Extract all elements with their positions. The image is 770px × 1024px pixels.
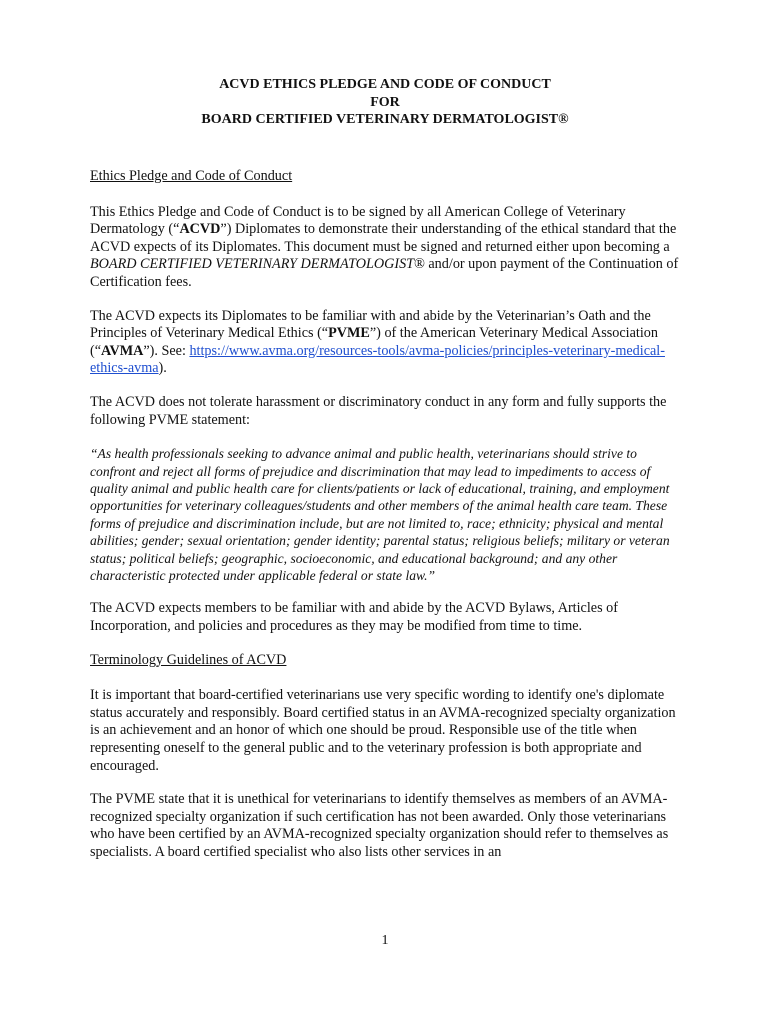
text-run: ® and/or upon payment of the Continuation of Certification fees.: [90, 256, 679, 290]
title-line-2: FOR: [370, 94, 400, 110]
text-run: The ACVD expects its Diplomates to be familiar with and abide by the Veterinarian’s Oath and the Principles of Veterinary Medical Ethics (“: [90, 307, 651, 342]
text-run: ).: [158, 360, 167, 377]
section-heading-terminology: Terminology Guidelines of ACVD: [90, 651, 287, 668]
paragraph-terminology-1: It is important that board-certified veterinarians use very specific wording to identify one's diplomate status accurately and responsibly. Board certified status in an AVMA-recognized specialty organization is an achievement and an honor of which one should be proud. Responsible use of the title when representing oneself to the general public and to the veterinary profession is both appropriate and encouraged.: [90, 687, 676, 774]
document-title: [0, 76, 770, 129]
acvd-abbrev: ACVD: [179, 221, 221, 238]
text-run: ”). See:: [143, 342, 190, 359]
pvme-abbrev: PVME: [328, 325, 370, 342]
pvme-quote: “As health professionals seeking to advance animal and public health, veterinarians should strive to confront and reject all forms of prejudice and discrimination that may lead to impediments to access of quality animal and public health care for clients/patients or lack of educational, training, and employment opportunities for veterinary colleagues/students and other members of the animal health care team. These forms of prejudice and discrimination include, but are not limited to, race; ethnicity; physical and mental abilities; gender; sexual orientation; gender identity; parental status; religious beliefs; military or veteran status; political beliefs; geographic, socioeconomic, and educational background; and any other characteristic protected under applicable federal or state law.”: [90, 446, 670, 583]
avma-abbrev: AVMA: [101, 342, 144, 359]
page-number: 1: [381, 933, 389, 948]
title-line-3: BOARD CERTIFIED VETERINARY DERMATOLOGIST®: [201, 112, 569, 127]
paragraph-terminology-2: The PVME state that it is unethical for veterinarians to identify themselves as members of an AVMA-recognized specialty organization if such certification has not been awarded. Only those veterinarians who have been certified by an AVMA-recognized specialty organization should refer to themselves as specialists. A board certified specialist who also lists other services in an: [90, 791, 669, 860]
paragraph-ethics-expectations: [90, 308, 680, 378]
paragraph-harassment: The ACVD does not tolerate harassment or discriminatory conduct in any form and fully supports the following PVME statement:: [90, 393, 667, 428]
text-run: ”) Diplomates to demonstrate their understanding of the ethical standard that the ACVD expects of its Diplomates. This document must be signed and returned either upon becoming a: [90, 221, 677, 255]
avma-ethics-link[interactable]: https://www.avma.org/resources-tools/avma-policies/principles-veterinary-medical-ethics-avma: [90, 342, 665, 377]
paragraph-ethics-intro: [90, 204, 680, 292]
title-line-1: ACVD ETHICS PLEDGE AND CODE OF CONDUCT: [219, 77, 551, 92]
document-body: [90, 168, 680, 862]
text-run: This Ethics Pledge and Code of Conduct is to be signed by all American College of Veterinary Dermatology (“: [90, 203, 626, 238]
section-heading-ethics: Ethics Pledge and Code of Conduct: [90, 168, 293, 184]
text-run: ”) of the American Veterinary Medical Association (“: [90, 325, 658, 359]
designation-italic: BOARD CERTIFIED VETERINARY DERMATOLOGIST: [90, 256, 415, 273]
paragraph-bylaws: The ACVD expects members to be familiar with and abide by the ACVD Bylaws, Articles of Incorporation, and policies and procedures as they may be modified from time to time.: [90, 600, 618, 634]
